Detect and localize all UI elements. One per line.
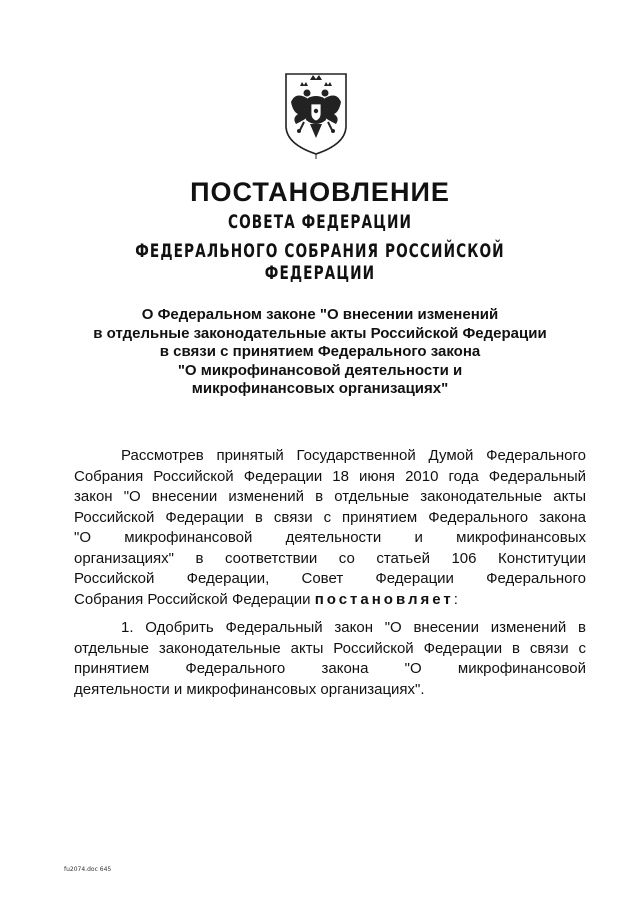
document-title: ПОСТАНОВЛЕНИЕ [190,177,450,207]
subject-line: в отдельные законодательные акты Российской Федерации [93,324,547,342]
paragraph-line-decree [74,590,586,611]
document-subtitle-assembly: ФЕДЕРАЛЬНОГО СОБРАНИЯ РОССИЙСКОЙ ФЕДЕРАЦИИ [135,240,505,284]
body-paragraph-resolution [74,618,586,700]
paragraph-line: Российской Федерации, Совет Федерации Федерального [74,570,586,587]
paragraph-line: Российской Федерации в связи с принятием Федерального закона [74,508,586,526]
document-subject [60,306,580,399]
subject-line: "О микрофинансовой деятельности и [177,361,463,379]
paragraph-line: отдельные законодательные акты Российской Федерации в связи с [74,639,586,657]
body-paragraph-preamble [74,446,586,610]
subject-line: микрофинансовых организациях" [191,380,449,397]
coat-of-arms-emblem [280,68,352,160]
decree-line-suffix: : [453,590,458,608]
paragraph-line: принятием Федерального закона "О микрофинансовой [74,660,586,677]
document-footer-code: fu2074.doc 645 [64,866,112,873]
paragraph-line: организациях" в соответствии со статьей 106 Конституции [74,549,586,567]
subject-line: в связи с принятием Федерального закона [159,343,481,360]
decree-line-prefix: Собрания Российской Федерации [74,590,315,608]
paragraph-line: закон "О внесении изменений в отдельные законодательные акты [74,488,586,505]
paragraph-line: "О микрофинансовой деятельности и микрофинансовых [74,529,586,546]
paragraph-line: Собрания Российской Федерации 18 июня 2010 года Федеральный [74,467,586,485]
paragraph-line: 1. Одобрить Федеральный закон "О внесении изменений в [121,619,586,636]
decree-word: постановляет [314,590,454,608]
paragraph-line: Рассмотрев принятый Государственной Думой Федерального [121,447,586,464]
document-subtitle-council: СОВЕТА ФЕДЕРАЦИИ [227,211,413,233]
subject-line: О Федеральном законе "О внесении изменений [141,306,499,323]
paragraph-line: деятельности и микрофинансовых организациях". [74,680,425,698]
